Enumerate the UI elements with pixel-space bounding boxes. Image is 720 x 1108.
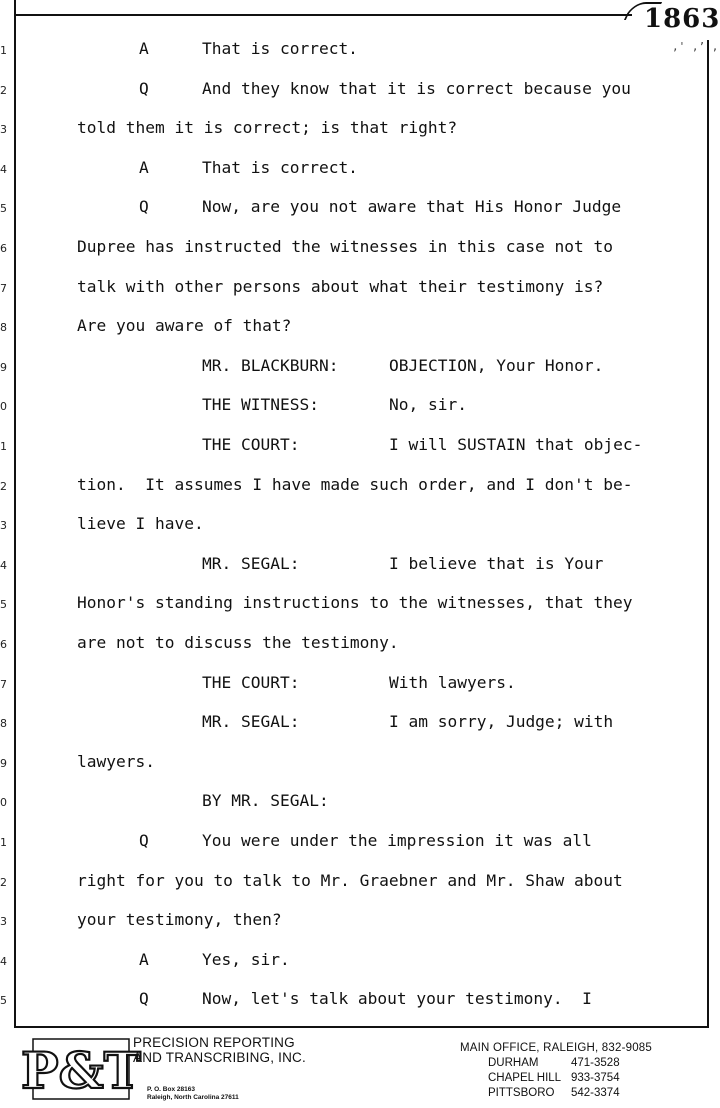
page-border-right — [707, 40, 709, 1027]
line-number: 8 — [0, 321, 7, 335]
qa-marker: A — [139, 157, 149, 177]
line-number: 3 — [0, 915, 7, 929]
line-text: Honor's standing instructions to the witnesses, that they — [77, 593, 633, 613]
office-list — [460, 1041, 652, 1099]
line-number: 5 — [0, 202, 7, 216]
line-number: 4 — [0, 558, 7, 572]
line-number: 0 — [0, 796, 7, 810]
line-text: That is correct. — [202, 39, 358, 58]
office-city: PITTSBORO — [488, 1087, 555, 1099]
office-phone: 933-3754 — [571, 1072, 620, 1084]
line-text: Are you aware of that? — [77, 316, 292, 336]
company-name-line-1: PRECISION REPORTING — [133, 1035, 295, 1050]
logo-lettering: P&T — [21, 1041, 141, 1100]
speaker-dialog: I am sorry, Judge; with — [389, 712, 614, 732]
speaker-label: MR. SEGAL: — [202, 553, 300, 573]
line-number: 6 — [0, 242, 7, 255]
line-number: 0 — [0, 400, 7, 414]
speaker-label: THE COURT: — [202, 672, 300, 692]
qa-marker: Q — [139, 831, 149, 850]
line-text: That is correct. — [202, 157, 358, 177]
line-text: talk with other persons about what their testimony is? — [77, 276, 604, 296]
line-text: And they know that it is correct because you — [202, 78, 631, 98]
speaker-label: BY MR. SEGAL: — [202, 791, 329, 811]
speaker-label: THE COURT: — [202, 435, 300, 454]
qa-marker: A — [139, 949, 149, 969]
line-number: 4 — [0, 954, 7, 968]
line-text: tion. It assumes I have made such order, and I don't be- — [77, 474, 633, 494]
line-text: are not to discuss the testimony. — [77, 633, 399, 652]
line-text: told them it is correct; is that right? — [77, 118, 458, 138]
line-number: 2 — [0, 875, 7, 889]
line-number: 2 — [0, 479, 7, 493]
speaker-label: MR. SEGAL: — [202, 712, 300, 732]
line-number: 3 — [0, 123, 7, 137]
address-line-1: P. O. Box 28163 — [147, 1086, 195, 1093]
main-office: MAIN OFFICE, RALEIGH, 832-9085 — [460, 1042, 652, 1054]
speaker-dialog: OBJECTION, Your Honor. — [389, 355, 604, 375]
line-number: 2 — [0, 83, 7, 97]
page-border-bottom — [14, 1026, 709, 1028]
address-line-2: Raleigh, North Carolina 27611 — [147, 1094, 239, 1101]
qa-marker: Q — [139, 78, 149, 98]
speaker-dialog: With lawyers. — [389, 672, 516, 692]
line-number: 8 — [0, 717, 7, 731]
line-number: 7 — [0, 677, 7, 691]
line-number: 1 — [0, 440, 7, 453]
line-text: Dupree has instructed the witnesses in this case not to — [77, 237, 614, 256]
office-city: DURHAM — [488, 1057, 539, 1069]
company-name — [133, 1035, 306, 1065]
office-city: CHAPEL HILL — [488, 1072, 562, 1084]
speaker-label: THE WITNESS: — [202, 395, 319, 415]
line-text: right for you to talk to Mr. Graebner and Mr. Shaw about — [77, 870, 623, 890]
line-text: Now, let's talk about your testimony. I — [202, 989, 592, 1009]
line-text: lawyers. — [77, 751, 155, 771]
line-number: 9 — [0, 756, 7, 770]
speaker-dialog: No, sir. — [389, 395, 467, 415]
line-number: 5 — [0, 598, 7, 612]
line-number: 7 — [0, 281, 7, 295]
page-number: 1863 — [644, 4, 720, 34]
line-number: 1 — [0, 44, 7, 57]
line-number: 1 — [0, 836, 7, 849]
line-text: You were under the impression it was all — [202, 831, 592, 850]
speaker-dialog: I believe that is Your — [389, 553, 604, 573]
speaker-dialog: I will SUSTAIN that objec- — [389, 435, 643, 454]
line-text: Now, are you not aware that His Honor Judge — [202, 197, 622, 217]
qa-marker: A — [139, 39, 149, 58]
line-number: 4 — [0, 162, 7, 176]
page-border-top — [14, 14, 632, 16]
line-number: 9 — [0, 360, 7, 374]
company-name-line-2: AND TRANSCRIBING, INC. — [133, 1050, 306, 1065]
qa-marker: Q — [139, 197, 149, 217]
qa-marker: Q — [139, 989, 149, 1009]
page-border-left — [14, 0, 16, 1027]
company-address — [147, 1086, 239, 1102]
line-text: Yes, sir. — [202, 949, 290, 969]
margin-specks: ,' ,’ , — [672, 40, 719, 53]
office-phone: 542-3374 — [571, 1087, 620, 1099]
line-number: 6 — [0, 638, 7, 651]
speaker-label: MR. BLACKBURN: — [202, 355, 339, 375]
line-number: 5 — [0, 994, 7, 1008]
line-text: lieve I have. — [77, 514, 204, 534]
line-number: 3 — [0, 519, 7, 533]
office-phone: 471-3528 — [571, 1057, 620, 1069]
company-logo — [21, 1036, 141, 1102]
line-text: your testimony, then? — [77, 910, 282, 930]
